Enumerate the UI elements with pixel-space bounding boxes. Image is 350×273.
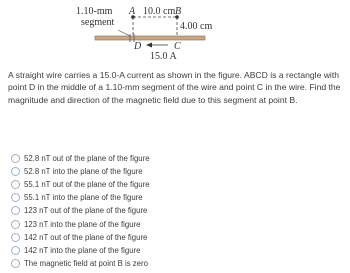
point-C-label: C bbox=[174, 41, 181, 52]
radio-button[interactable] bbox=[11, 259, 20, 268]
answer-options bbox=[11, 152, 150, 270]
point-B-label: B bbox=[175, 6, 182, 17]
answer-option[interactable] bbox=[11, 204, 150, 217]
answer-option-label: The magnetic field at point B is zero bbox=[24, 258, 148, 268]
answer-option[interactable] bbox=[11, 217, 150, 230]
segment-label-line2: segment bbox=[81, 17, 115, 28]
radio-button[interactable] bbox=[11, 167, 20, 176]
current-label: 15.0 A bbox=[150, 51, 177, 62]
question-text: A straight wire carries a 15.0-A current as shown in the figure. ABCD is a rectangle with point D in the middle of a 1.10-mm segment of the wire and point C in the wire. Find the magnitude and direction of the magnetic field due to this segment at point B. bbox=[8, 70, 341, 105]
radio-button[interactable] bbox=[11, 246, 20, 255]
radio-button[interactable] bbox=[11, 193, 20, 202]
answer-option-label: 142 nT out of the plane of the figure bbox=[24, 232, 148, 242]
answer-option-label: 123 nT out of the plane of the figure bbox=[24, 206, 148, 216]
point-A-label: A bbox=[129, 6, 136, 17]
current-arrow-head bbox=[146, 43, 152, 48]
radio-button[interactable] bbox=[11, 180, 20, 189]
answer-option-label: 55.1 nT out of the plane of the figure bbox=[24, 180, 150, 190]
radio-button[interactable] bbox=[11, 233, 20, 242]
segment-label-line1: 1.10-mm bbox=[76, 6, 113, 17]
answer-option[interactable] bbox=[11, 178, 150, 191]
answer-option-label: 52.8 nT into the plane of the figure bbox=[24, 167, 143, 177]
point-D-label: D bbox=[134, 41, 142, 52]
answer-option-label: 52.8 nT out of the plane of the figure bbox=[24, 154, 150, 164]
answer-option-label: 123 nT into the plane of the figure bbox=[24, 219, 141, 229]
answer-option[interactable] bbox=[11, 231, 150, 244]
answer-option[interactable] bbox=[11, 152, 150, 165]
side-length-label: 4.00 cm bbox=[180, 21, 213, 32]
answer-option[interactable] bbox=[11, 165, 150, 178]
answer-option-label: 142 nT into the plane of the figure bbox=[24, 245, 141, 255]
answer-option-label: 55.1 nT into the plane of the figure bbox=[24, 193, 143, 203]
wire bbox=[95, 36, 205, 40]
radio-button[interactable] bbox=[11, 154, 20, 163]
answer-option[interactable] bbox=[11, 244, 150, 257]
radio-button[interactable] bbox=[11, 206, 20, 215]
top-length-label: 10.0 cm bbox=[143, 6, 176, 17]
answer-option[interactable] bbox=[11, 257, 150, 270]
radio-button[interactable] bbox=[11, 220, 20, 229]
answer-option[interactable] bbox=[11, 191, 150, 204]
physics-figure bbox=[0, 0, 350, 62]
segment-pointer bbox=[118, 30, 130, 36]
